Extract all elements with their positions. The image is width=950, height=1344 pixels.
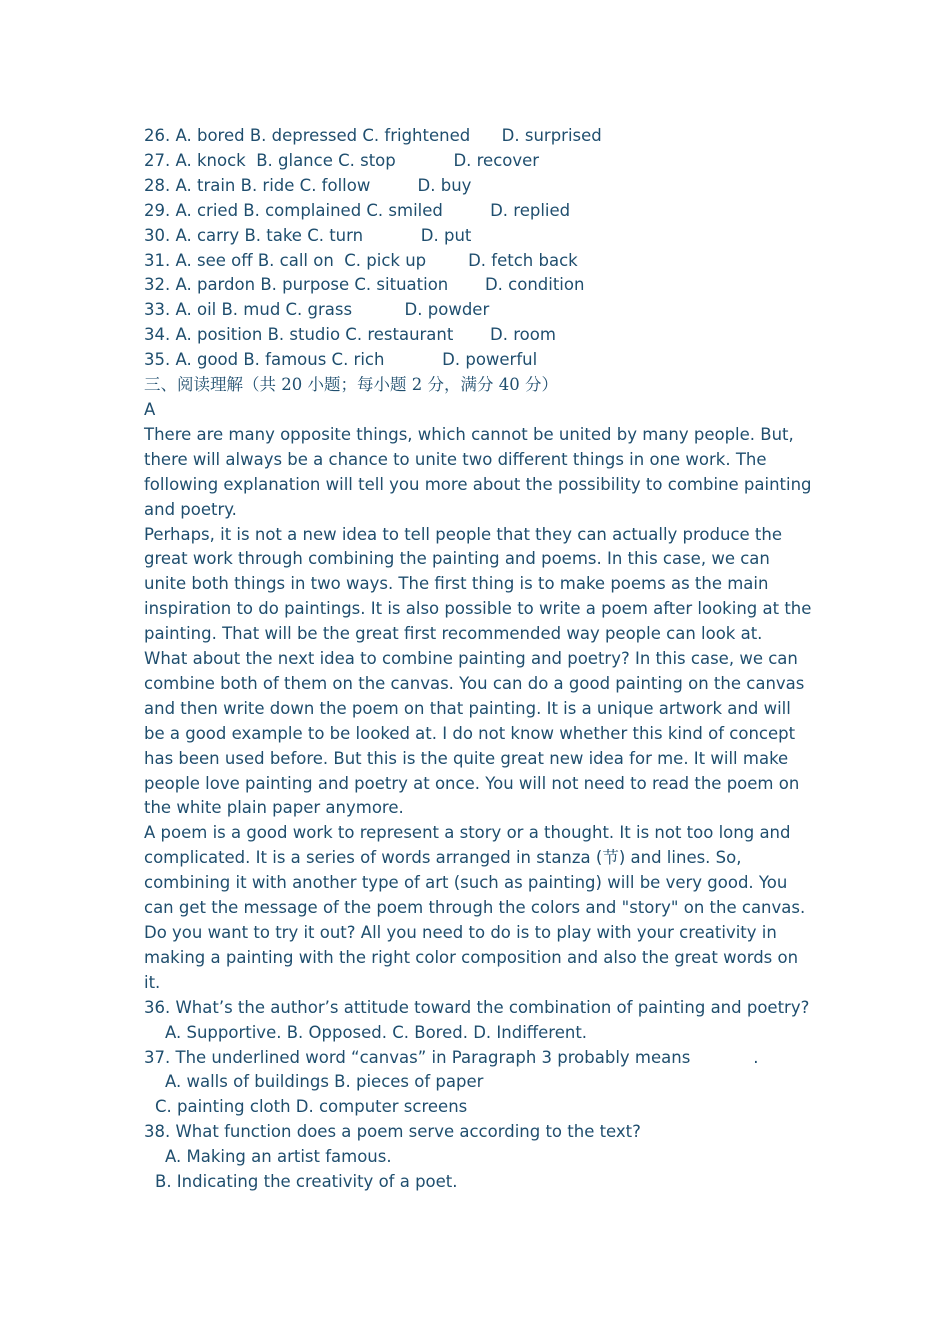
- document-page: [144, 124, 814, 1195]
- question-37-options-ab: A. walls of buildings B. pieces of paper: [165, 1072, 484, 1092]
- question-36-options: A. Supportive. B. Opposed. C. Bored. D. Indifferent.: [165, 1022, 588, 1042]
- question-28-options: 28. A. train B. ride C. follow D. buy: [144, 175, 472, 195]
- question-36-stem: 36. What’s the author’s attitude toward the combination of painting and poetry?: [144, 997, 810, 1017]
- question-34-options: 34. A. position B. studio C. restaurant D. room: [144, 325, 556, 345]
- question-38-option-b: B. Indicating the creativity of a poet.: [155, 1172, 458, 1192]
- question-38: [144, 1120, 814, 1195]
- passage-label: A: [144, 399, 156, 419]
- question-37-options-cd: C. painting cloth D. computer screens: [155, 1097, 468, 1117]
- question-32-options: 32. A. pardon B. purpose C. situation D. condition: [144, 275, 585, 295]
- question-37: [144, 1046, 814, 1121]
- question-31-options: 31. A. see off B. call on C. pick up D. fetch back: [144, 250, 578, 270]
- question-30-options: 30. A. carry B. take C. turn D. put: [144, 225, 472, 245]
- passage-paragraph-2: Perhaps, it is not a new idea to tell people that they can actually produce the great work through combining the painting and poems. In this case, we can unite both things in two ways. The first thing is to make poems as the main inspiration to do paintings. It is also possible to write a poem after looking at the painting. That will be the great first recommended way people can look at.: [144, 524, 812, 644]
- passage-paragraph-1: There are many opposite things, which cannot be united by many people. But, there will always be a chance to unite two different things in one work. The following explanation will tell you more about the possibility to combine painting and poetry.: [144, 424, 812, 519]
- passage-paragraph-3: What about the next idea to combine painting and poetry? In this case, we can combine both of them on the canvas. You can do a good painting on the canvas and then write down the poem on that painting. It is a unique artwork and will be a good example to be looked at. I do not know whether this kind of concept has been used before. But this is the quite great new idea for me. It will make people love painting and poetry at once. You will not need to read the poem on the white plain paper anymore.: [144, 649, 805, 818]
- question-37-stem: 37. The underlined word “canvas” in Paragraph 3 probably means .: [144, 1047, 759, 1067]
- section-heading: 三、阅读理解（共 20 小题；每小题 2 分，满分 40 分）: [144, 375, 558, 395]
- question-35-options: 35. A. good B. famous C. rich D. powerful: [144, 350, 538, 370]
- question-38-option-a: A. Making an artist famous.: [165, 1147, 392, 1167]
- question-29-options: 29. A. cried B. complained C. smiled D. replied: [144, 200, 571, 220]
- question-36: [144, 996, 814, 1046]
- question-27-options: 27. A. knock B. glance C. stop D. recover: [144, 150, 540, 170]
- question-38-stem: 38. What function does a poem serve according to the text?: [144, 1122, 641, 1142]
- question-26-options: 26. A. bored B. depressed C. frightened D. surprised: [144, 126, 602, 145]
- question-33-options: 33. A. oil B. mud C. grass D. powder: [144, 300, 490, 320]
- cloze-options: [144, 124, 814, 373]
- passage-paragraph-4: A poem is a good work to represent a story or a thought. It is not too long and complicated. It is a series of words arranged in stanza (节) and lines. So, combining it with another type of art (such as painting) will be very good. You can get the message of the poem through the colors and "story" on the canvas. Do you want to try it out? All you need to do is to play with your creativity in making a painting with the right color composition and also the great words on it.: [144, 823, 806, 992]
